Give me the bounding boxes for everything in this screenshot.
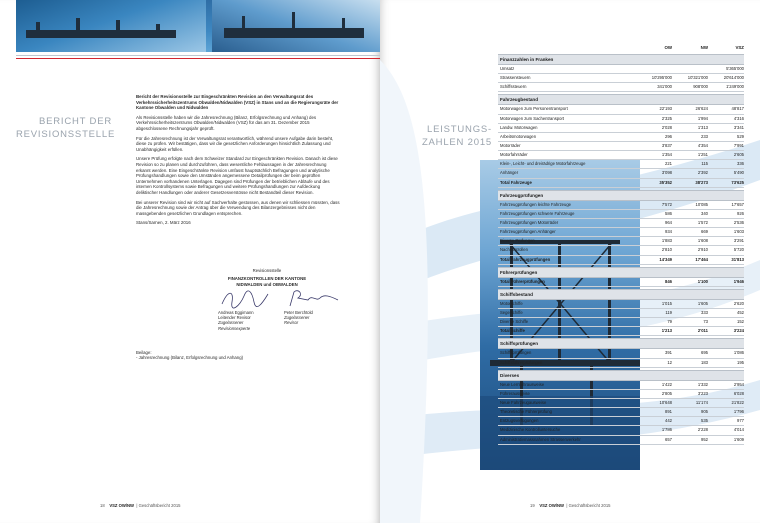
cell-vsz: 1'946 <box>733 278 744 284</box>
row-label: Theoretische Führerprüfung <box>500 409 552 415</box>
row-label: Total Führerprüfungen <box>500 278 545 284</box>
row-label: Total Fahrzeuge <box>500 179 532 185</box>
cell-ow: 3'837 <box>661 142 672 148</box>
signer-role: Zugelassener <box>284 315 310 321</box>
footer-subtitle: Geschäftsbericht 2015 <box>568 503 611 508</box>
table-row <box>498 83 744 92</box>
report-paragraph: Für die Jahresrechnung ist der Verwaltungsrat verantwortlich, während unsere Aufgabe darin besteht, diese zu prüfen. Wir bestätigen, dass wir die gesetzlichen Anforderungen hinsichtlich Zulassung und Unabhängigkeit erfüllen. <box>136 135 334 152</box>
row-label: Schiffsprüfungen <box>500 350 532 356</box>
cell-ow: 2'325 <box>661 115 672 121</box>
report-title: Bericht der Revisionsstelle zur Eingeschränkten Revision an den Verwaltungsrat des Verkehrssicherheitszentrums Obwalden/Nidwalden (VSZ) in Stans und an die Regierungsräte der Kantone Obwalden und Nidwalden <box>136 94 339 111</box>
row-label: Motorwagen zum Sachentransport <box>500 115 565 121</box>
cell-vsz: 5'365'000 <box>726 66 744 71</box>
table-section-title: Schiffsbestand <box>498 289 744 300</box>
cell-ow: 442 <box>665 418 672 424</box>
cell-nw: 2'910 <box>697 247 708 253</box>
cell-ow: 7'572 <box>661 201 672 207</box>
table-row <box>498 115 744 124</box>
cell-ow: 1'015 <box>661 300 672 306</box>
cell-ow: 846 <box>665 278 672 284</box>
table-section-title: Finanzzahlen in Franken <box>498 54 744 65</box>
cell-ow: 341'000 <box>657 84 672 90</box>
row-label: Fahrzeugprüfungen Motorräder <box>500 219 559 225</box>
column-header: NW <box>700 45 708 50</box>
cell-nw: 233 <box>701 133 708 139</box>
cell-vsz: 529 <box>737 133 744 139</box>
footer-brand: VSZ OW/NW <box>539 503 564 508</box>
cell-nw: 1'313 <box>697 124 708 130</box>
table-row <box>498 278 744 287</box>
cell-vsz: 48'817 <box>731 106 744 112</box>
cell-vsz: 20'614'000 <box>723 75 744 81</box>
table-row <box>498 349 744 358</box>
table-row <box>498 390 744 399</box>
signer-role: Zugelassener <box>218 320 244 326</box>
row-label: Fahrzeugprüfungen Anhänger <box>500 229 556 235</box>
row-label: Medizinische Kontrolluntersuche <box>500 427 561 433</box>
section-heading: LEISTUNGS- ZAHLEN 2015 <box>421 124 492 148</box>
table-section-title: Fahrzeugprüfungen <box>498 190 744 201</box>
cell-ow: 79 <box>667 319 672 325</box>
lake-photo <box>16 0 206 52</box>
cell-nw: 2'228 <box>697 427 708 433</box>
row-label: Anhänger <box>500 170 519 176</box>
table-row <box>498 201 744 210</box>
cell-ow: 221 <box>665 161 672 167</box>
cell-ow: 3'098 <box>661 170 672 176</box>
cell-nw: 535 <box>701 418 708 424</box>
row-label: Schiffssteuern <box>500 84 527 90</box>
attachments <box>136 350 336 361</box>
table-row <box>498 179 744 188</box>
cell-nw: 10'085 <box>695 201 708 207</box>
attachments-title: Beilage: <box>136 350 152 355</box>
table-row <box>498 359 744 368</box>
table-row <box>498 408 744 417</box>
statistics-table <box>498 44 744 445</box>
cell-vsz: 452 <box>737 309 744 315</box>
table-row <box>498 169 744 178</box>
cell-vsz: 17'657 <box>731 201 744 207</box>
cell-nw: 183 <box>701 359 708 365</box>
row-label: Neue Fahrzeugausweise <box>500 399 547 405</box>
cell-nw: 908'000 <box>693 84 708 90</box>
cell-nw: 11'174 <box>695 399 708 405</box>
cell-ow: 2'805 <box>661 390 672 396</box>
cell-nw: 695 <box>701 350 708 356</box>
cell-nw: 73 <box>703 319 708 325</box>
sign-org: NIDWALDEN und OBWALDEN <box>236 281 298 287</box>
row-label: Total Fahrzeugprüfungen <box>500 256 551 262</box>
signer-1 <box>218 310 284 331</box>
table-row <box>498 246 744 255</box>
cell-vsz: 336 <box>737 161 744 167</box>
cell-vsz: 2'536 <box>733 219 744 225</box>
table-section-title: Fahrzeugbestand <box>498 94 744 105</box>
place-date: Stans/Sarnen, 2. März 2016 <box>136 220 191 226</box>
table-row <box>498 327 744 336</box>
cell-vsz: 2'954 <box>733 381 744 387</box>
cell-ow: 119 <box>665 309 672 315</box>
row-label: Umsatz <box>500 66 515 71</box>
cell-ow: 2'028 <box>661 124 672 130</box>
table-body <box>498 54 744 445</box>
cell-ow: 10'648 <box>659 399 672 405</box>
cell-vsz: 1'603 <box>733 229 744 235</box>
cell-nw: 1'332 <box>697 381 708 387</box>
cell-vsz: 2'605 <box>733 152 744 158</box>
sign-org: Revisionsstelle <box>252 268 282 273</box>
signer-role: Revisionsexperte <box>218 325 251 331</box>
cell-vsz: 2'620 <box>733 300 744 306</box>
cell-ow: 22'193 <box>659 106 672 112</box>
page-footer: 18 VSZ OW/NW | Geschäftsbericht 2015 <box>100 503 181 508</box>
signer-2 <box>284 310 350 326</box>
table-row <box>498 318 744 327</box>
row-label: Motorfahrräder <box>500 152 528 158</box>
cell-vsz: 3'291 <box>733 238 744 244</box>
cell-ow: 657 <box>665 436 672 442</box>
cell-vsz: 7'991 <box>733 142 744 148</box>
cell-nw: 10'321'000 <box>687 75 708 81</box>
cell-nw: 26'624 <box>695 106 708 112</box>
cell-vsz: 1'086 <box>733 350 744 356</box>
cell-vsz: 977 <box>737 418 744 424</box>
cell-vsz: 1'796 <box>733 409 744 415</box>
cell-nw: 669 <box>701 229 708 235</box>
row-label: Fahrzeugprüfungen schwere Fahrzeuge <box>500 210 575 216</box>
cell-nw: 2'392 <box>697 170 708 176</box>
report-paragraph: Bei unserer Revision sind wir nicht auf Sachverhalte gestossen, aus denen wir schliessen müssten, dass die Jahresrechnung sowie der Antrag über die Verwendung des Bilanzergebnisses nicht den massgebenden gesetzlichen Grundlagen entsprechen. <box>136 199 340 216</box>
footer-brand: VSZ OW/NW <box>109 503 134 508</box>
header-photos <box>16 0 380 52</box>
report-paragraph: Als Revisionsstelle haben wir die Jahresrechnung (Bilanz, Erfolgsrechnung und Anhang) des Verkehrssicherheitszentrums Obwalden/Nidwalden (VSZ) für das am 31. Dezember 2015 abgeschlossene Rechnungsjahr geprüft. <box>136 114 317 131</box>
table-row <box>498 210 744 219</box>
table-row <box>498 417 744 426</box>
row-label: Entzugsverfügungen <box>500 418 539 424</box>
cell-nw: 38'273 <box>695 179 708 185</box>
table-row <box>498 142 744 151</box>
table-row <box>498 124 744 133</box>
cell-ow: 2'810 <box>661 247 672 253</box>
cell-vsz: 195 <box>737 359 744 365</box>
table-row <box>498 256 744 265</box>
accent-divider <box>16 58 380 59</box>
table-row <box>498 228 744 237</box>
column-header: VSZ <box>735 45 744 50</box>
row-label: Klein-, Leicht- und dreirädrige Motorfahrzeuge <box>500 161 586 167</box>
row-label: Nachkontrollen <box>500 247 528 253</box>
cell-vsz: 1'609 <box>733 436 744 442</box>
row-label: Neue Lernfahrausweise <box>500 381 545 387</box>
table-row <box>498 300 744 309</box>
cell-vsz: 1'249'000 <box>726 84 744 90</box>
row-label: Diverse Prüfungen <box>500 238 535 244</box>
signature-icon <box>218 288 278 310</box>
cell-nw: 333 <box>701 309 708 315</box>
signer-role: Leitender Revisor <box>218 315 251 321</box>
cell-ow: 1'213 <box>661 328 672 334</box>
cell-nw: 1'572 <box>697 219 708 225</box>
table-header <box>498 44 744 52</box>
cell-ow: 391 <box>665 350 672 356</box>
page-footer: 19 VSZ OW/NW | Geschäftsbericht 2015 <box>530 503 611 508</box>
row-label: Administrativmassnahmen Strassenverkehr <box>500 436 581 442</box>
cell-vsz: 152 <box>737 319 744 325</box>
signer-role: Revisor <box>284 320 299 326</box>
cell-ow: 1'883 <box>661 238 672 244</box>
table-section-title: Schiffsprüfungen <box>498 338 744 349</box>
table-row <box>498 105 744 114</box>
row-label: Strassensteuern <box>500 75 531 81</box>
page-number: 19 <box>530 503 535 508</box>
column-header: OW <box>664 45 672 50</box>
cell-vsz: 4'014 <box>733 427 744 433</box>
table-row <box>498 399 744 408</box>
cell-ow: 934 <box>665 229 672 235</box>
row-label: Arbeitsmotorwagen <box>500 133 537 139</box>
cell-vsz: 5'720 <box>733 247 744 253</box>
cell-ow: 14'349 <box>659 256 672 262</box>
cell-nw: 952 <box>701 436 708 442</box>
cell-vsz: 3'224 <box>733 328 744 334</box>
row-label: Schiffsführerprüfungen <box>500 359 543 365</box>
table-row <box>498 381 744 390</box>
right-page <box>380 0 760 523</box>
cell-ow: 891 <box>665 409 672 415</box>
table-section-title: Diverses <box>498 370 744 381</box>
signer-name: Peter Berchtold <box>284 310 313 315</box>
cell-nw: 1'608 <box>697 238 708 244</box>
table-row <box>498 219 744 228</box>
signature-icon <box>284 288 344 310</box>
cell-ow: 1'354 <box>661 152 672 158</box>
table-row <box>498 309 744 318</box>
cell-ow: 964 <box>665 219 672 225</box>
table-row <box>498 151 744 160</box>
cell-ow: 1'786 <box>661 427 672 433</box>
signature-heading <box>202 268 332 287</box>
row-label: Total Schiffe <box>500 328 525 334</box>
cell-vsz: 4'316 <box>733 115 744 121</box>
attachments-item: - Jahresrechnung (Bilanz, Erfolgsrechnung und Anhang) <box>136 355 244 361</box>
footer-subtitle: Geschäftsbericht 2015 <box>138 503 181 508</box>
row-label: Landw. Motorwagen <box>500 124 538 130</box>
cell-ow: 35'352 <box>659 179 672 185</box>
cell-nw: 1'100 <box>697 278 708 284</box>
row-label: Führerausweise <box>500 390 530 396</box>
cell-nw: 905 <box>701 409 708 415</box>
cell-vsz: 5'490 <box>733 170 744 176</box>
section-heading: BERICHT DER REVISIONSSTELLE <box>16 116 116 140</box>
row-label: Motorwagen zum Personentransport <box>500 106 568 112</box>
divider <box>16 55 380 56</box>
page-number: 18 <box>100 503 105 508</box>
cell-ow: 586 <box>665 210 672 216</box>
table-section-title: Führerprüfungen <box>498 267 744 278</box>
cell-vsz: 73'625 <box>731 179 744 185</box>
report-paragraph: Unsere Prüfung erfolgte nach dem Schweizer Standard zur Eingeschränkten Revision. Danach ist diese Revision so zu planen und durchzuführen, dass wesentliche Fehlaussagen in der Jahresrechnung erkannt werden. Eine Eingeschränkte Revision umfasst hauptsächlich Befragungen und analytische Prüfungshandlungen sowie den Umständen angemessene Detailprüfungen der beim geprüften Unternehmen vorhandenen Unterlagen. Dagegen sind Prüfungen der betrieblichen Abläufe und des internen Kontrollsystems sowie Befragungen und weitere Prüfungshandlungen zur Aufdeckung deliktischer Handlungen oder anderer Gesetzesverstösse nicht Bestandteil dieser Revision. <box>136 156 338 195</box>
audit-report <box>136 94 342 230</box>
cell-vsz: 6'028 <box>733 390 744 396</box>
cell-vsz: 21'822 <box>731 399 744 405</box>
cell-ow: 1'422 <box>661 381 672 387</box>
cell-vsz: 31'813 <box>731 256 744 262</box>
cell-nw: 2'011 <box>697 328 708 334</box>
row-label: Motorschiffe <box>500 300 523 306</box>
cell-vsz: 3'341 <box>733 124 744 130</box>
cell-nw: 17'464 <box>695 256 708 262</box>
cell-nw: 115 <box>701 161 708 167</box>
table-row <box>498 426 744 435</box>
cell-nw: 3'223 <box>697 390 708 396</box>
sign-org: FINANZKONTROLLEN DER KANTONE <box>227 276 307 282</box>
row-label: Segelschiffe <box>500 309 523 315</box>
cell-nw: 1'251 <box>697 152 708 158</box>
table-row <box>498 237 744 246</box>
row-label: Motorräder <box>500 142 521 148</box>
cell-ow: 10'295'000 <box>651 75 672 81</box>
cell-ow: 12 <box>667 359 672 365</box>
table-row <box>498 133 744 142</box>
cell-nw: 1'994 <box>697 115 708 121</box>
cell-nw: 4'354 <box>697 142 708 148</box>
signer-name: Andreas Eggimann <box>218 310 254 315</box>
table-row <box>498 436 744 445</box>
table-row <box>498 74 744 83</box>
row-label: Diverse Schiffe <box>500 319 529 325</box>
cell-nw: 340 <box>701 210 708 216</box>
table-row <box>498 160 744 169</box>
row-label: Fahrzeugprüfungen leichte Fahrzeuge <box>500 201 572 207</box>
pier-photo <box>212 0 380 52</box>
cell-nw: 1'605 <box>697 300 708 306</box>
table-row <box>498 65 744 74</box>
cell-vsz: 926 <box>737 210 744 216</box>
cell-ow: 296 <box>665 133 672 139</box>
